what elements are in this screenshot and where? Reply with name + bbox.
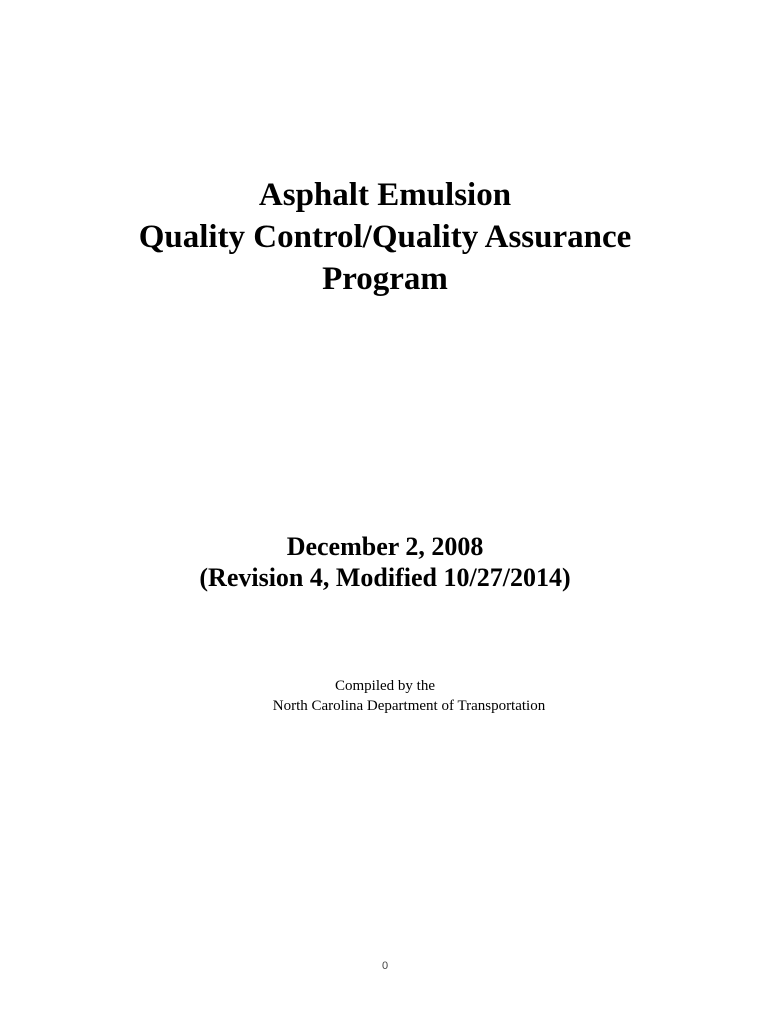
compiled-by-label: Compiled by the (335, 678, 435, 694)
title-line-2: Quality Control/Quality Assurance (138, 219, 632, 255)
compiled-by-organization: North Carolina Department of Transportation (272, 698, 546, 714)
revision-note: (Revision 4, Modified 10/27/2014) (199, 563, 571, 592)
compiled-by-block (0, 676, 770, 716)
document-date: December 2, 2008 (286, 532, 484, 561)
title-line-1: Asphalt Emulsion (258, 177, 512, 213)
title-line-3: Program (322, 261, 448, 297)
document-title (0, 174, 770, 300)
page-number: 0 (381, 960, 389, 972)
date-block (0, 531, 770, 593)
